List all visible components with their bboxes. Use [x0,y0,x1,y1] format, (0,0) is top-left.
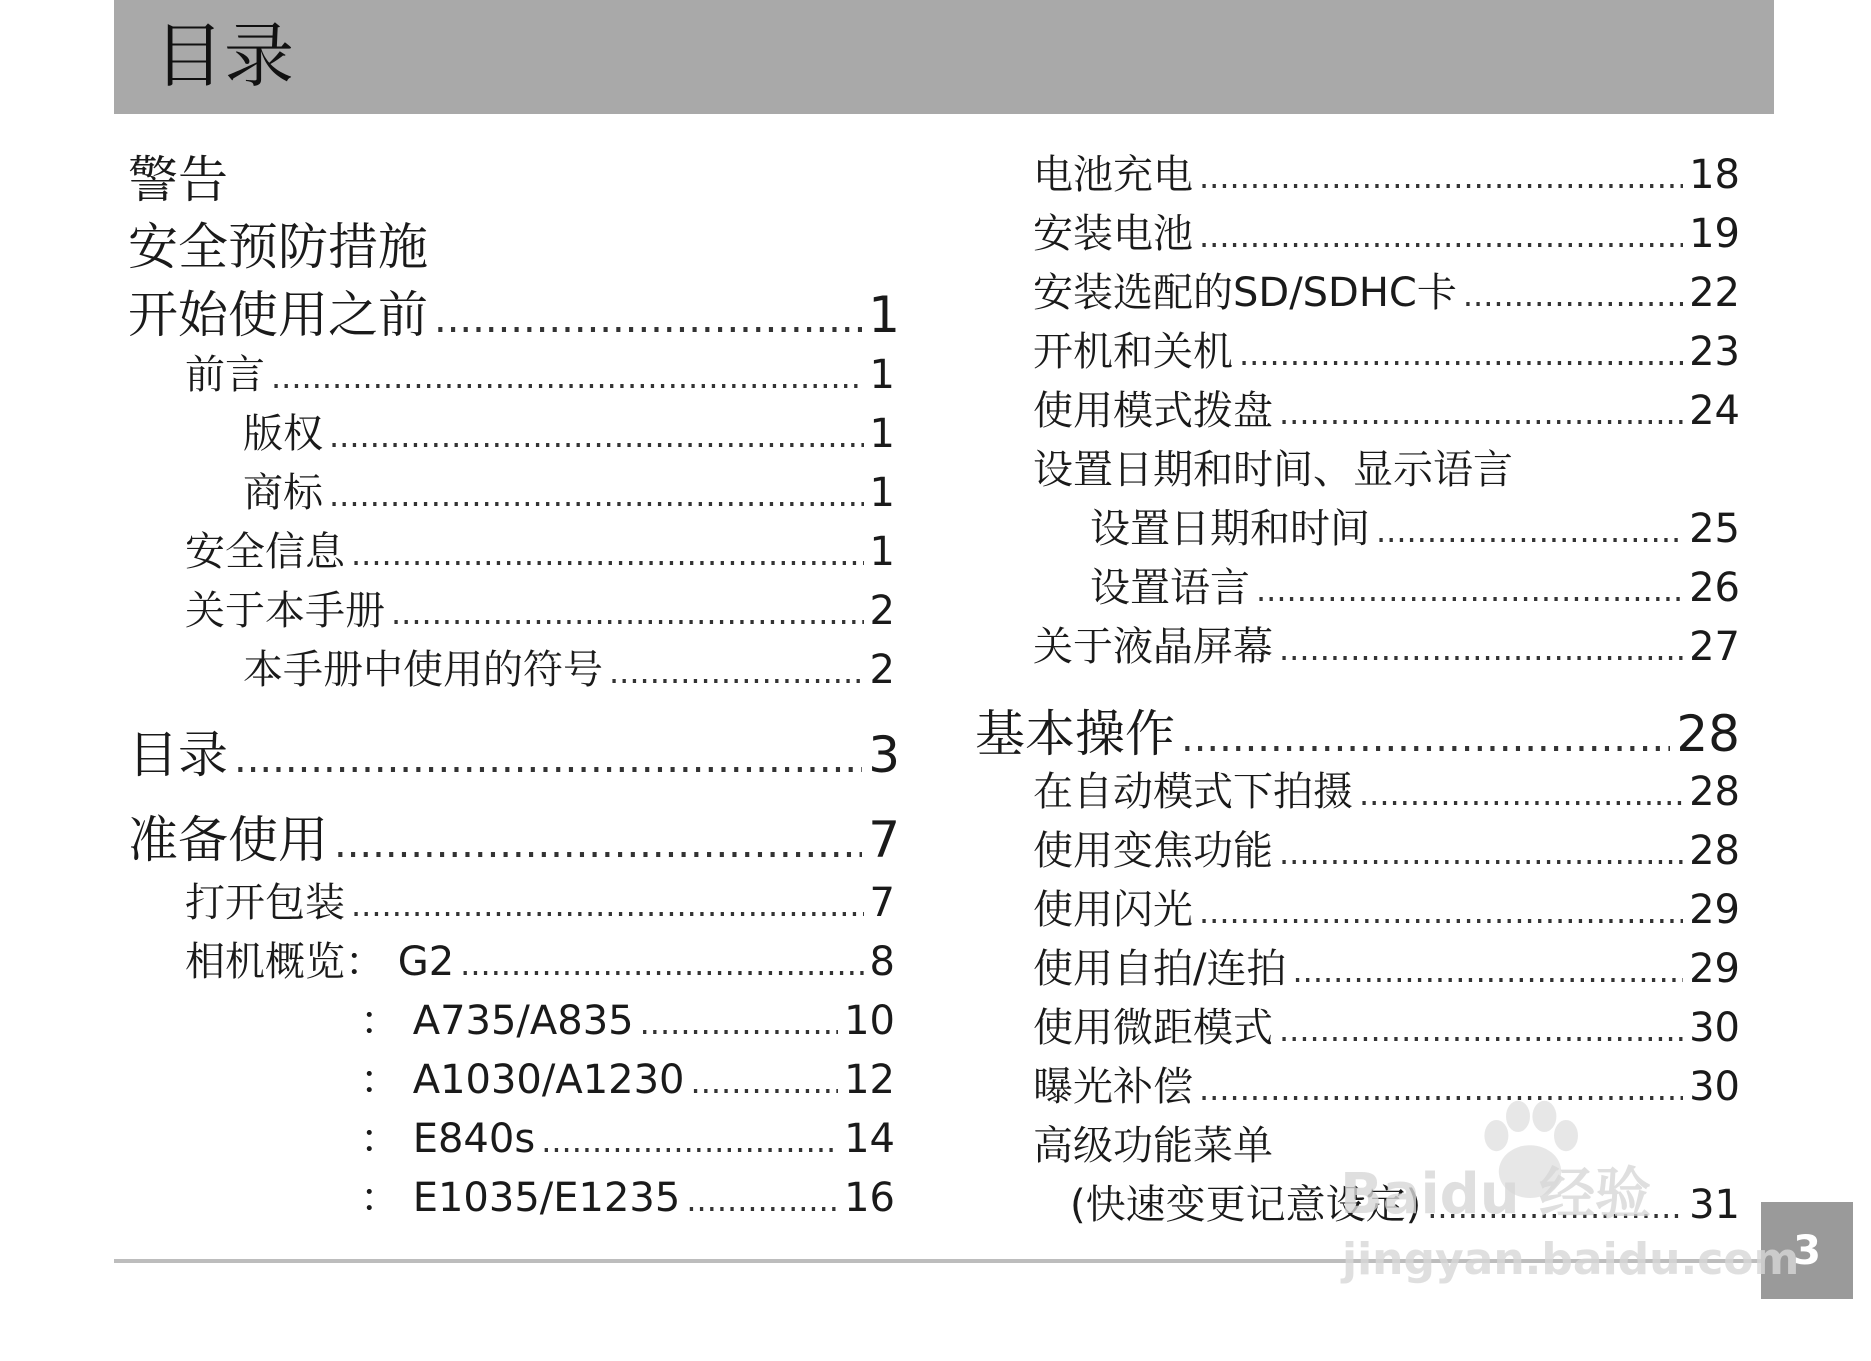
toc-entry-label: 警告 [128,151,228,209]
leader-dots [1279,834,1683,872]
toc-entry-label: 设置语言 [1090,565,1250,611]
toc-entry-label: 目录 [128,726,228,784]
leader-dots [434,296,862,342]
toc-entry[interactable] [1033,996,1740,1053]
leader-dots [1279,394,1683,432]
toc-entry-label: 设置日期和时间、显示语言 [1033,447,1513,493]
toc-entry-page: 27 [1689,624,1740,670]
leader-dots [691,1063,839,1101]
toc-entry[interactable] [1090,556,1740,613]
leader-dots [1279,630,1683,668]
toc-entry-page: 8 [869,939,895,985]
toc-entry[interactable] [1033,320,1740,377]
toc-entry[interactable] [1033,438,1740,495]
toc-entry-label: 前言 [185,352,265,398]
toc-entry[interactable] [1033,1055,1740,1112]
toc-entry[interactable] [128,715,900,787]
leader-dots [329,476,864,514]
leader-dots [271,358,864,396]
toc-entry-label: 本手册中使用的符号 [243,647,603,693]
leader-dots [1279,1011,1683,1049]
toc-entry-page: 7 [868,811,900,869]
leader-dots [686,1181,838,1219]
toc-entry[interactable] [243,461,895,518]
toc-entry-page: 3 [868,726,900,784]
leader-dots [609,653,864,691]
leader-dots [1239,335,1683,373]
leader-dots [1199,158,1683,196]
toc-entry-label: ： A1030/A1230 [360,1057,685,1103]
toc-entry-page: 1 [869,470,895,516]
page-number: 3 [1793,1227,1821,1274]
toc-entry[interactable] [128,275,900,347]
toc-entry[interactable] [185,520,895,577]
leader-dots [1292,952,1683,990]
toc-entry-label: ： E1035/E1235 [360,1175,681,1221]
leader-dots [1181,715,1670,761]
toc-entry-label: 安装选配的SD/SDHC卡 [1033,270,1457,316]
leader-dots [1463,276,1683,314]
toc-entry-page: 30 [1689,1064,1740,1110]
toc-entry-page: 18 [1689,152,1740,198]
toc-entry-page: 31 [1689,1182,1740,1228]
page-number-box [1761,1202,1853,1299]
toc-entry[interactable] [975,694,1740,766]
toc-entry-label: 安全信息 [185,529,345,575]
toc-entry-label: 在自动模式下拍摄 [1033,769,1353,815]
toc-entry-label: 开始使用之前 [128,286,428,344]
watermark-brand: Baidu 经验 [1340,1162,1652,1227]
leader-dots [1427,1188,1683,1226]
toc-entry-label: 使用闪光 [1033,887,1193,933]
toc-entry[interactable] [1033,202,1740,259]
toc-entry-label: 相机概览： G2 [185,939,455,985]
toc-entry-label: 打开包装 [185,880,345,926]
toc-entry-page: 22 [1689,270,1740,316]
toc-entry-page: 1 [869,411,895,457]
leader-dots [541,1122,838,1160]
toc-entry[interactable] [243,638,895,695]
toc-entry[interactable] [1033,615,1740,672]
toc-entry-page: 29 [1689,946,1740,992]
toc-entry-label: 安装电池 [1033,211,1193,257]
toc-entry[interactable] [1070,1173,1740,1230]
toc-entry-page: 1 [869,352,895,398]
toc-entry-label: 安全预防措施 [128,218,428,276]
toc-entry-page: 14 [844,1116,895,1162]
leader-dots [1376,512,1683,550]
toc-entry[interactable] [128,207,888,279]
toc-entry-page: 30 [1689,1005,1740,1051]
toc-entry-page: 28 [1689,828,1740,874]
leader-dots [351,886,864,924]
toc-entry-label: 商标 [243,470,323,516]
toc-entry[interactable] [1033,379,1740,436]
header-bar [114,0,1774,114]
watermark-url: jingyan.baidu.com [1342,1234,1800,1285]
leader-dots [391,594,864,632]
leader-dots [1256,571,1683,609]
leader-dots [234,736,862,782]
toc-entry[interactable] [1033,937,1740,994]
leader-dots [334,821,862,867]
toc-entry-page: 23 [1689,329,1740,375]
footer-divider [114,1259,1774,1263]
toc-entry[interactable] [1033,143,1740,200]
toc-entry[interactable] [360,1048,895,1105]
toc-entry-page: 12 [844,1057,895,1103]
toc-entry-label: 使用自拍/连拍 [1033,946,1287,992]
toc-entry-page: 2 [869,588,895,634]
toc-entry-page: 16 [844,1175,895,1221]
toc-entry[interactable] [1033,760,1740,817]
toc-entry-label: 关于液晶屏幕 [1033,624,1273,670]
page-title: 目录 [154,15,294,97]
toc-entry-label: 曝光补偿 [1033,1064,1193,1110]
leader-dots [1199,893,1683,931]
toc-entry-page: 26 [1689,565,1740,611]
toc-entry-page: 28 [1676,705,1740,763]
toc-entry[interactable] [243,402,895,459]
toc-entry[interactable] [185,930,895,987]
toc-entry[interactable] [1033,819,1740,876]
toc-entry-page: 25 [1689,506,1740,552]
toc-entry-page: 1 [868,286,900,344]
toc-entry-page: 29 [1689,887,1740,933]
toc-entry-label: 设置日期和时间 [1090,506,1370,552]
leader-dots [351,535,864,573]
toc-entry[interactable] [128,800,900,872]
toc-entry-label: 高级功能菜单 [1033,1123,1273,1169]
toc-entry-label: 准备使用 [128,811,328,869]
toc-entry-label: 使用微距模式 [1033,1005,1273,1051]
toc-entry-label: 版权 [243,411,323,457]
toc-entry[interactable] [128,140,888,212]
toc-entry-label: ： A735/A835 [360,998,634,1044]
toc-entry-page: 7 [869,880,895,926]
toc-entry-page: 19 [1689,211,1740,257]
toc-entry-label: 电池充电 [1033,152,1193,198]
toc-entry[interactable] [1033,261,1740,318]
toc-entry-page: 10 [844,998,895,1044]
toc-entry-page: 28 [1689,769,1740,815]
toc-entry-label: ： E840s [360,1116,536,1162]
toc-entry-label: 关于本手册 [185,588,385,634]
leader-dots [1199,1070,1683,1108]
toc-entry-label: (快速变更记意设定) [1070,1182,1422,1228]
leader-dots [1199,217,1683,255]
toc-entry[interactable] [360,989,895,1046]
leader-dots [460,945,863,983]
toc-entry-label: 开机和关机 [1033,329,1233,375]
toc-entry-page: 24 [1689,388,1740,434]
toc-entry-label: 使用模式拨盘 [1033,388,1273,434]
leader-dots [640,1004,838,1042]
toc-entry[interactable] [360,1166,895,1223]
toc-entry-page: 2 [869,647,895,693]
toc-entry[interactable] [185,871,895,928]
toc-entry[interactable] [360,1107,895,1164]
leader-dots [1359,775,1683,813]
toc-entry[interactable] [185,579,895,636]
toc-entry-label: 基本操作 [975,705,1175,763]
toc-entry-label: 使用变焦功能 [1033,828,1273,874]
leader-dots [329,417,864,455]
toc-entry[interactable] [1090,497,1740,554]
toc-entry[interactable] [1033,878,1740,935]
toc-entry[interactable] [185,343,895,400]
toc-entry[interactable] [1033,1114,1740,1171]
toc-entry-page: 1 [869,529,895,575]
